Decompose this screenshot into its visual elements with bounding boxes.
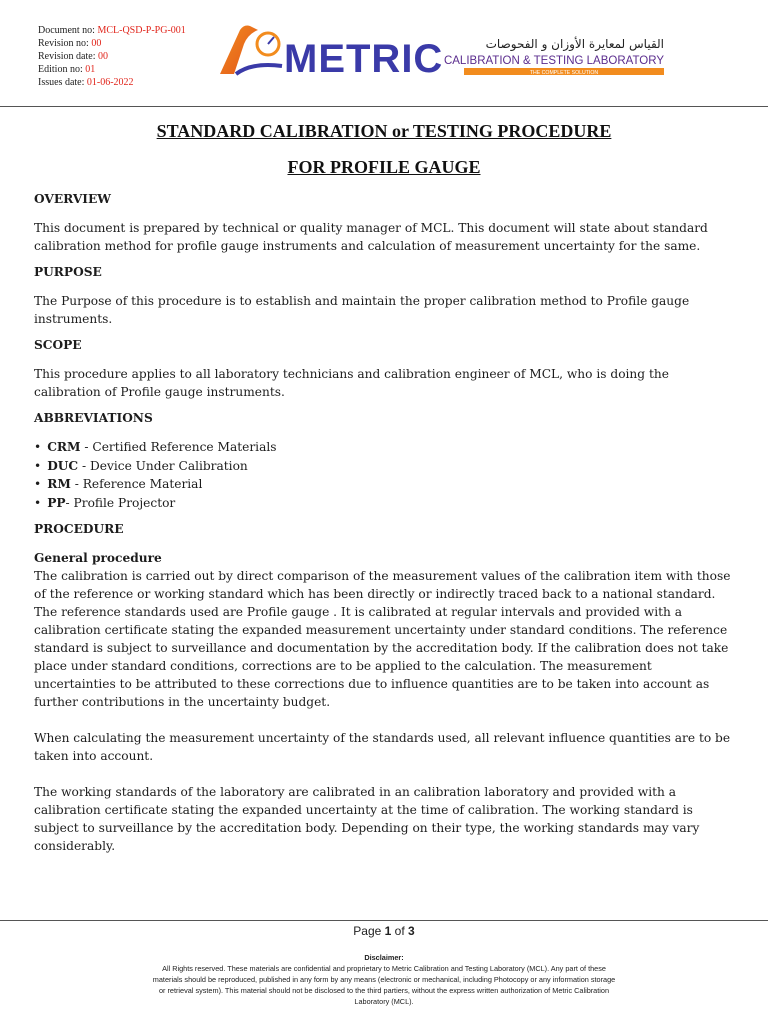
general-procedure-subheading: General procedure <box>34 551 162 565</box>
abbr-desc: - Profile Projector <box>65 495 176 510</box>
document-subtitle: FOR PROFILE GAUGE <box>287 157 481 177</box>
purpose-text: The Purpose of this procedure is to establish and maintain the proper calibration method to Profile gauge instruments. <box>34 294 690 326</box>
list-item <box>34 494 734 513</box>
page-of: of <box>391 924 409 938</box>
meta-revision-no <box>38 37 186 50</box>
purpose-heading: PURPOSE <box>34 265 102 279</box>
procedure-paragraph: The reference standards used are Profile gauge . It is calibrated at regular intervals and provided with a calibration certificate stating the expanded measurement uncertainty under standard conditions. The reference standard is subject to surveillance and documentation by the accreditation body. If the calibration does not take place under standard conditions, corrections are to be applied to the calculation. The measurement uncertainties to be attributed to these corrections due to influence quantities are to be taken into account as further contributions in the uncertainty budget. <box>34 605 729 709</box>
abbr-term: RM <box>47 477 71 491</box>
procedure-paragraph: The working standards of the laboratory are calibrated in an calibration laboratory and provided with a calibration certificate stating the expanded uncertainty at the time of calibration. The working standard is subject to surveillance by the accreditation body. Depending on their type, the working standards may vary considerably. <box>34 785 700 853</box>
overview-heading: OVERVIEW <box>34 192 111 206</box>
scope-text: This procedure applies to all laboratory technicians and calibration engineer of MCL, who is doing the calibration of Profile gauge instruments. <box>34 367 669 399</box>
abbr-desc: - Device Under Calibration <box>78 458 248 473</box>
footer-divider <box>0 920 768 921</box>
meta-label: Edition no: <box>38 64 86 75</box>
procedure-paragraph: When calculating the measurement uncertainty of the standards used, all relevant influence quantities are to be taken into account. <box>34 731 731 763</box>
meta-value: 01 <box>85 64 96 75</box>
meta-value: 01-06-2022 <box>86 77 134 88</box>
meta-value: MCL-QSD-P-PG-001 <box>97 25 186 36</box>
meta-label: Document no: <box>38 25 98 36</box>
page-total: 3 <box>408 924 415 938</box>
document-body <box>34 190 734 855</box>
meta-label: Revision no: <box>38 38 92 49</box>
procedure-heading: PROCEDURE <box>34 522 124 536</box>
procedure-paragraph: The calibration is carried out by direct comparison of the measurement values of the calibration item with those of the reference or working standard which has been directly or indirectly traced back to a national standard. <box>34 569 731 601</box>
metric-logo <box>218 22 668 80</box>
abbreviations-list <box>34 438 734 512</box>
meta-revision-date <box>38 50 186 63</box>
scope-heading: SCOPE <box>34 338 82 352</box>
disclaimer-title: Disclaimer: <box>364 953 404 962</box>
document-metadata <box>38 24 186 89</box>
meta-label: Revision date: <box>38 51 98 62</box>
abbr-desc: - Reference Material <box>70 477 203 491</box>
abbr-term: DUC <box>47 458 79 473</box>
logo-tagline-text: THE COMPLETE SOLUTION <box>529 70 599 76</box>
overview-text: This document is prepared by technical or quality manager of MCL. This document will state about standard calibration method for profile gauge instruments and calculation of measurement uncertainty for the same. <box>34 221 708 253</box>
disclaimer-text: All Rights reserved. These materials are confidential and proprietary to Metric Calibration and Testing Laboratory (MCL). Any part of these materials should be reproduced, published in any form by any means (electronic or mechanical, including Photocopy or any information storage or retrieval system). This material should not be disclosed to the third partiers, without the express written authorization of Metric Calibration Laboratory (MCL). <box>152 964 616 1006</box>
document-title: STANDARD CALIBRATION or TESTING PROCEDURE <box>156 121 612 141</box>
page-number <box>0 924 768 938</box>
abbreviations-heading: ABBREVIATIONS <box>34 411 153 425</box>
abbr-term: CRM <box>47 440 81 454</box>
page-prefix: Page <box>353 924 385 938</box>
logo-arabic-text: القياس لمعايرة الأوزان و الفحوصات <box>485 37 664 51</box>
list-item <box>34 438 734 457</box>
meta-value: 00 <box>91 38 102 49</box>
disclaimer <box>150 952 618 1007</box>
meta-issue-date <box>38 76 186 89</box>
meta-edition-no <box>38 63 186 76</box>
logo-brand-text: METRIC <box>284 37 444 80</box>
meta-document-no <box>38 24 186 37</box>
list-item <box>34 475 734 494</box>
meta-label: Issues date: <box>38 77 87 88</box>
meta-value: 00 <box>98 51 108 62</box>
abbr-desc: - Certified Reference Materials <box>80 440 277 454</box>
logo-subtitle-text: CALIBRATION & TESTING LABORATORY <box>443 55 664 67</box>
header-divider <box>0 106 768 107</box>
abbr-term: PP <box>47 495 66 510</box>
list-item <box>34 457 734 476</box>
page-current: 1 <box>384 924 392 938</box>
